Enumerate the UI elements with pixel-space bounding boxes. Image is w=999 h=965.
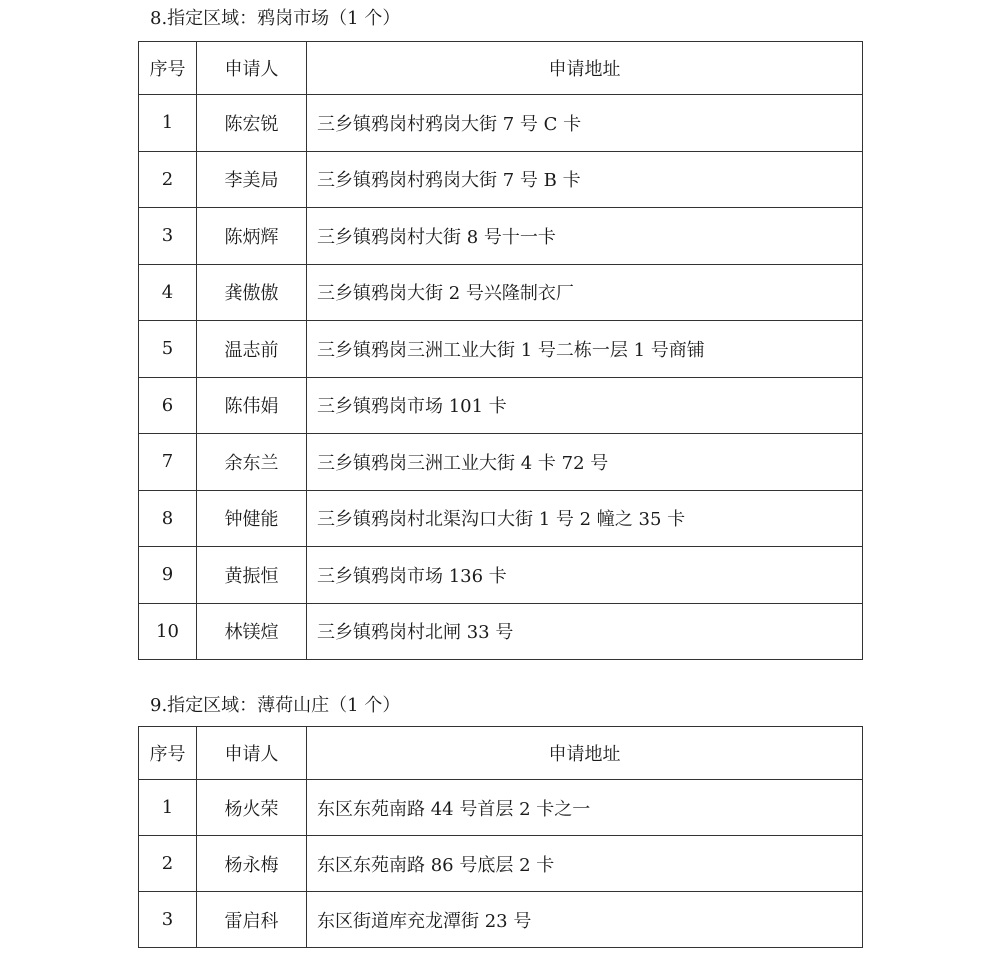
header-applicant: 申请人 (197, 727, 307, 780)
applicant-cell: 陈宏锐 (197, 95, 307, 152)
applicant-cell: 陈伟娟 (197, 377, 307, 434)
table-row (139, 780, 863, 836)
applicant-cell: 林镁煊 (197, 603, 307, 660)
address-cell: 东区东苑南路 44 号首层 2 卡之一 (307, 780, 863, 836)
serial-number-cell: 3 (139, 892, 197, 948)
table-row (139, 836, 863, 892)
section-title: 8.指定区域：鸦岗市场（1 个） (150, 8, 401, 29)
address-cell: 三乡镇鸦岗村北闸 33 号 (307, 603, 863, 660)
serial-number-cell: 2 (139, 151, 197, 208)
serial-number-cell: 6 (139, 377, 197, 434)
address-cell: 三乡镇鸦岗三洲工业大街 4 卡 72 号 (307, 434, 863, 491)
table-row (139, 95, 863, 152)
table-row (139, 264, 863, 321)
address-cell: 三乡镇鸦岗村大街 8 号十一卡 (307, 208, 863, 265)
applicant-cell: 黄振恒 (197, 547, 307, 604)
address-cell: 三乡镇鸦岗村鸦岗大街 7 号 B 卡 (307, 151, 863, 208)
address-cell: 三乡镇鸦岗三洲工业大街 1 号二栋一层 1 号商铺 (307, 321, 863, 378)
applicant-cell: 余东兰 (197, 434, 307, 491)
address-cell: 东区东苑南路 86 号底层 2 卡 (307, 836, 863, 892)
applicant-cell: 陈炳辉 (197, 208, 307, 265)
section-title: 9.指定区域：薄荷山庄（1 个） (150, 695, 401, 716)
applicant-table (138, 726, 863, 948)
header-applicant: 申请人 (197, 42, 307, 95)
table-row (139, 434, 863, 491)
serial-number-cell: 10 (139, 603, 197, 660)
table-row (139, 547, 863, 604)
address-cell: 东区街道库充龙潭街 23 号 (307, 892, 863, 948)
applicant-cell: 李美局 (197, 151, 307, 208)
address-cell: 三乡镇鸦岗市场 101 卡 (307, 377, 863, 434)
table-row (139, 892, 863, 948)
table-row (139, 603, 863, 660)
address-cell: 三乡镇鸦岗市场 136 卡 (307, 547, 863, 604)
table-header-row (139, 727, 863, 780)
serial-number-cell: 7 (139, 434, 197, 491)
table-header-row (139, 42, 863, 95)
address-cell: 三乡镇鸦岗村鸦岗大街 7 号 C 卡 (307, 95, 863, 152)
table-row (139, 321, 863, 378)
table-row (139, 151, 863, 208)
serial-number-cell: 4 (139, 264, 197, 321)
serial-number-cell: 1 (139, 780, 197, 836)
serial-number-cell: 5 (139, 321, 197, 378)
applicant-cell: 钟健能 (197, 490, 307, 547)
header-serial-number: 序号 (139, 727, 197, 780)
applicant-cell: 杨永梅 (197, 836, 307, 892)
address-cell: 三乡镇鸦岗村北渠沟口大街 1 号 2 幢之 35 卡 (307, 490, 863, 547)
serial-number-cell: 9 (139, 547, 197, 604)
table-row (139, 490, 863, 547)
header-address: 申请地址 (307, 42, 863, 95)
table-row (139, 208, 863, 265)
serial-number-cell: 3 (139, 208, 197, 265)
header-address: 申请地址 (307, 727, 863, 780)
applicant-cell: 雷启科 (197, 892, 307, 948)
table-row (139, 377, 863, 434)
header-serial-number: 序号 (139, 42, 197, 95)
serial-number-cell: 2 (139, 836, 197, 892)
serial-number-cell: 1 (139, 95, 197, 152)
address-cell: 三乡镇鸦岗大街 2 号兴隆制衣厂 (307, 264, 863, 321)
applicant-cell: 龚傲傲 (197, 264, 307, 321)
serial-number-cell: 8 (139, 490, 197, 547)
applicant-table (138, 41, 863, 660)
applicant-cell: 温志前 (197, 321, 307, 378)
applicant-cell: 杨火荣 (197, 780, 307, 836)
